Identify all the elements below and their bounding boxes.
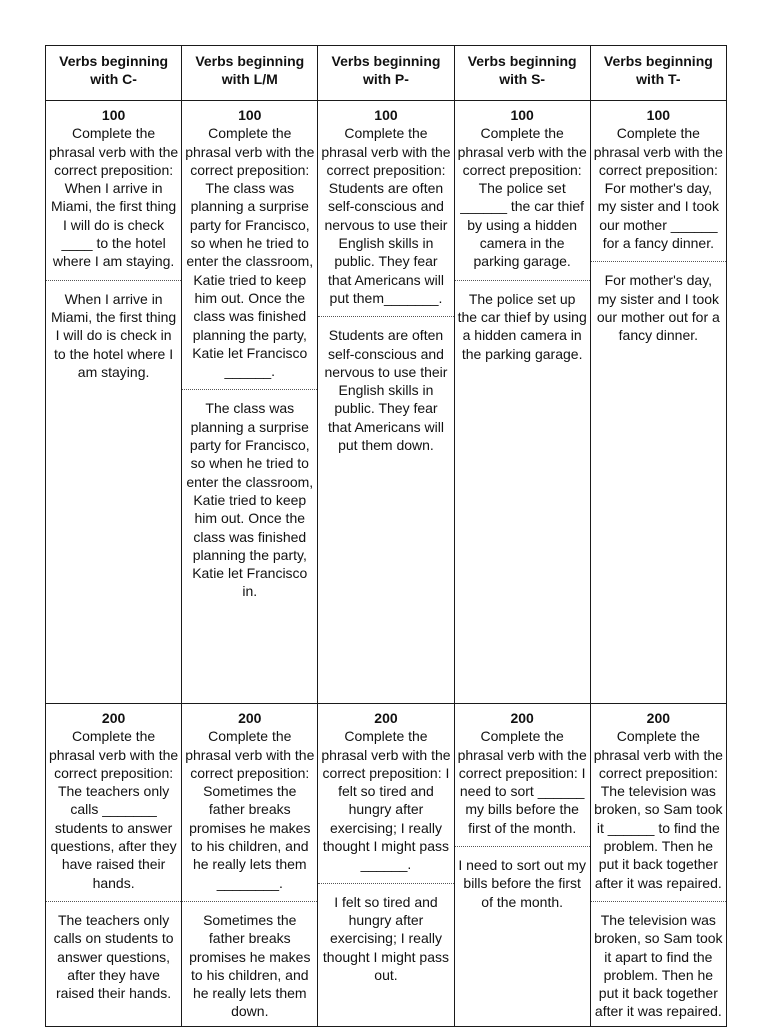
point-value: 200 [374,710,398,726]
question-text: Complete the phrasal verb with the correct preposition: The television was broken, so Sam took it ______ to find the problem. Then he put it back together after it was repaired. [593,728,723,891]
answer-text: I need to sort out my bills before the first of the month. [458,857,586,910]
dotted-divider [591,261,726,262]
point-value: 200 [510,710,534,726]
dotted-divider [455,846,590,847]
question-text: Complete the phrasal verb with the correct preposition: The teachers only calls _______ students to answer questions, after they have raised their hands. [49,728,179,891]
answer-text: The class was planning a surprise party for Francisco, so when he tried to enter the classroom, Katie tried to keep him out. Once the class was finished planning the party, Katie let Francisco in. [186,400,314,600]
question-text: Complete the phrasal verb with the correct preposition: The class was planning a surprise party for Francisco, so when he tried to enter the classroom, Katie tried to keep him out. Once the class was finished planning the party, Katie let Francisco ______. [185,125,315,380]
point-value: 200 [646,710,671,726]
answer-text: The police set up the car thief by using a hidden camera in the parking garage. [457,290,587,362]
point-value: 100 [510,107,534,123]
jeopardy-page [45,45,726,1020]
point-value: 100 [238,107,262,123]
question-cell [590,704,726,1027]
column-header-t: Verbs beginning with T- [590,46,726,101]
question-cell [318,101,454,704]
question-cell [454,101,590,704]
answer-text: The teachers only calls on students to answer questions, after they have raised their hands. [53,911,174,1002]
answer-text: Students are often self-conscious and nervous to use their English skills in public. They fear that Americans will put them down. [324,327,448,454]
dotted-divider [46,280,181,281]
dotted-divider [182,901,317,902]
column-header-lm: Verbs beginning with L/M [182,46,318,101]
question-cell [454,704,590,1027]
question-cell [318,704,454,1027]
answer-text: I felt so tired and hungry after exercising; I really thought I might pass out. [322,893,449,983]
point-value: 100 [646,107,671,123]
phrasal-verb-game-table [45,45,727,1027]
dotted-divider [46,901,181,902]
column-header-c: Verbs beginning with C- [46,46,182,101]
point-value: 100 [374,107,398,123]
question-text: Complete the phrasal verb with the correct preposition: When I arrive in Miami, the first thing I will do is check ____ to the hotel where I am staying. [49,125,179,270]
question-text: Complete the phrasal verb with the correct preposition: I need to sort ______ my bills before the first of the month. [457,728,587,836]
dotted-divider [182,389,317,390]
question-text: Complete the phrasal verb with the correct preposition: I felt so tired and hungry after exercising; I really thought I might pass ______. [321,728,451,873]
question-cell [46,704,182,1027]
dotted-divider [318,316,453,317]
question-text: Complete the phrasal verb with the correct preposition: Students are often self-conscious and nervous to use their English skills in public. They fear that Americans will put them_______. [321,125,451,306]
answer-text: When I arrive in Miami, the first thing I will do is check in to the hotel where I am staying. [50,290,177,380]
table-row-100 [46,101,727,704]
dotted-divider [591,901,726,902]
point-value: 200 [238,710,262,726]
question-text: Complete the phrasal verb with the correct preposition: Sometimes the father breaks promises he makes to his children, and he really lets them ________. [185,728,315,891]
header-row [46,46,727,101]
question-cell [182,704,318,1027]
dotted-divider [455,280,590,281]
question-cell [182,101,318,704]
answer-text: For mother's day, my sister and I took our mother out for a fancy dinner. [596,272,720,344]
table-row-200 [46,704,727,1027]
column-header-p: Verbs beginning with P- [318,46,454,101]
column-header-s: Verbs beginning with S- [454,46,590,101]
point-value: 100 [101,107,126,123]
question-cell [46,101,182,704]
point-value: 200 [101,710,126,726]
question-text: Complete the phrasal verb with the correct preposition: For mother's day, my sister and I took our mother ______ for a fancy dinner. [593,125,723,252]
answer-text: The television was broken, so Sam took it apart to find the problem. Then he put it back together after it was repaired. [594,911,723,1020]
question-cell [590,101,726,704]
question-text: Complete the phrasal verb with the correct preposition: The police set ______ the car thief by using a hidden camera in the parking garage. [457,125,587,270]
dotted-divider [318,883,453,884]
answer-text: Sometimes the father breaks promises he makes to his children, and he really lets them down. [189,911,311,1020]
